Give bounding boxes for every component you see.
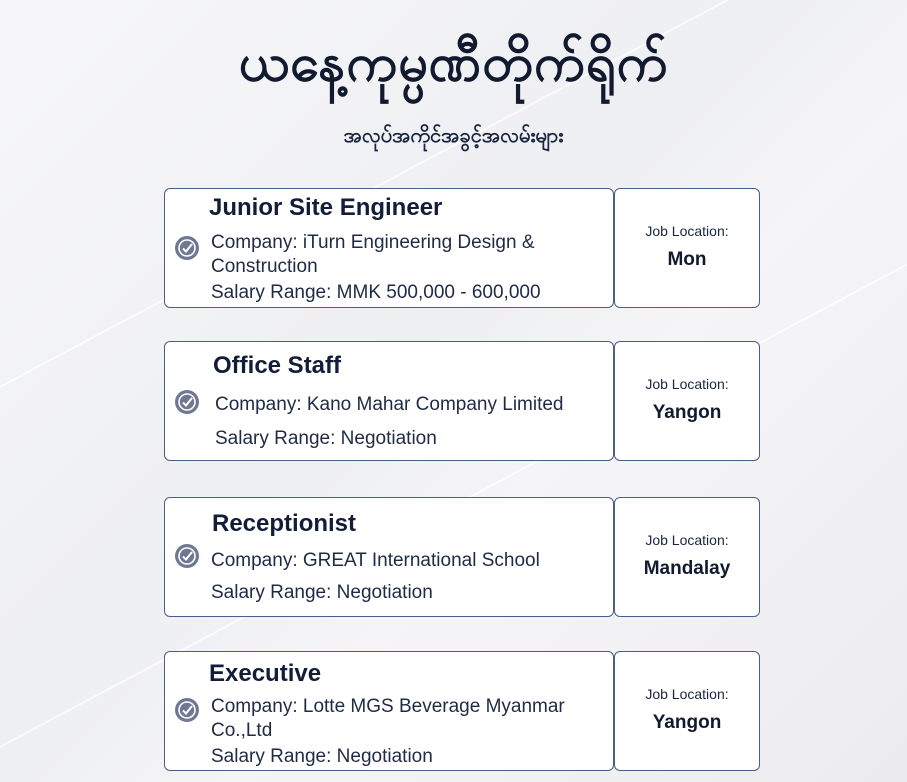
job-card[interactable] [164,188,614,308]
page-subtitle: အလုပ်အကိုင်အခွင့်အလမ်းများ [343,123,564,147]
job-card[interactable] [164,651,614,771]
check-circle-icon [174,235,200,261]
company-name: Company: GREAT International School [211,550,540,571]
company-name: Company: Kano Mahar Company Limited [215,394,564,415]
job-title: Office Staff [213,352,342,379]
job-card[interactable] [164,341,614,461]
salary-range: Salary Range: Negotiation [211,746,433,767]
job-title: Junior Site Engineer [209,194,443,221]
company-name: Company: iTurn Engineering Design & Construction [211,232,535,277]
job-location-box [614,341,760,461]
job-location-label: Job Location: [645,376,729,392]
company-name: Company: Lotte MGS Beverage Myanmar Co.,Ltd [211,696,565,741]
check-circle-icon [174,389,200,415]
job-location-value: Mandalay [643,558,731,579]
salary-range: Salary Range: Negotiation [215,428,437,449]
job-location-label: Job Location: [645,532,729,548]
job-location-box [614,651,760,771]
job-location-label: Job Location: [645,686,729,702]
salary-range: Salary Range: MMK 500,000 - 600,000 [211,282,541,303]
job-location-label: Job Location: [645,223,729,239]
job-location-box [614,188,760,308]
job-title: Executive [209,660,322,687]
check-circle-icon [174,697,200,723]
job-location-value: Yangon [652,402,722,423]
job-title: Receptionist [212,510,357,537]
salary-range: Salary Range: Negotiation [211,582,433,603]
job-card[interactable] [164,497,614,617]
job-location-value: Yangon [652,712,722,733]
check-circle-icon [174,543,200,569]
job-location-box [614,497,760,617]
page-title: ယနေ့ကုမ္ပဏီတိုက်ရိုက် [238,33,669,93]
job-location-value: Mon [667,249,707,270]
